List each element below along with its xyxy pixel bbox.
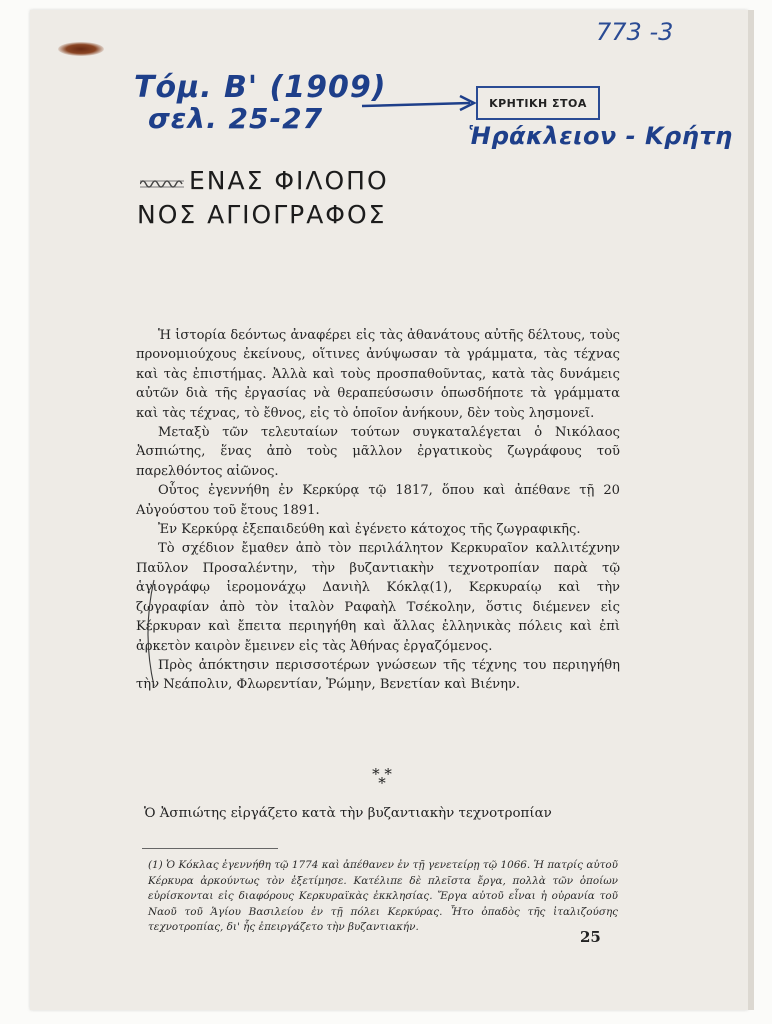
paragraph: Πρὸς ἀπόκτησιν περισσοτέρων γνώσεων τῆς τέχνης του περιηγήθη τὴν Νεάπολιν, Φλωρεντίαν, Ῥώμην, Βενετίαν καὶ Βιένην. bbox=[136, 657, 620, 693]
footnote-rule bbox=[142, 848, 278, 849]
section-asterism: * * * bbox=[372, 765, 392, 792]
title-line-2: ΝΟΣ ΑΓΙΟΓΡΑΦΟΣ bbox=[137, 200, 387, 229]
continuation-line: Ὁ Ἀσπιώτης εἰργάζετο κατὰ τὴν βυζαντιακὴν τεχνοτροπίαν bbox=[144, 806, 552, 821]
article-body bbox=[136, 326, 620, 695]
stamp-label: ΚΡΗΤΙΚΗ ΣΤΟΑ bbox=[489, 96, 587, 110]
paragraph: Τὸ σχέδιον ἔμαθεν ἀπὸ τὸν περιλάλητον Κερκυραῖον καλλιτέχνην Παῦλον Προσαλέντην, τὴν βυζαντιακὴν τεχνοτροπίαν παρὰ τῷ ἁγιογράφῳ ἱερομονάχῳ Δανιὴλ Κόκλᾳ(1), Κερκυραίῳ καὶ τὴν ζωγραφίαν ἀπὸ τὸν ἰταλὸν Ραφαὴλ Τσέκολην, ὅστις διέμενεν εἰς Κέρκυραν καὶ ἔπειτα περιηγήθη καὶ ἄλλας ἑλληνικὰς πόλεις καὶ ἐπὶ ἀρκετὸν καιρὸν ἔμεινεν εἰς τὰς Ἀθήνας ἐργαζόμενος. bbox=[136, 541, 620, 654]
title-ornament-icon bbox=[140, 178, 184, 190]
article-title bbox=[137, 164, 389, 232]
handwritten-volume: Τόμ. Β' (1909) bbox=[134, 70, 387, 105]
paragraph: Ἡ ἱστορία δεόντως ἀναφέρει εἰς τὰς ἀθανάτους αὐτῆς δέλτους, τοὺς προνομιούχους ἐκείνους, οἵτινες ἀνύψωσαν τὰ γράμματα, τὰς τέχνας καὶ τὰς ἐπιστήμας. Ἀλλὰ καὶ τοὺς προσπαθοῦντας, κατὰ τὰς δυνάμεις αὐτῶν διὰ τῆς ἐργασίας νὰ θεραπεύσωσιν ὁπωσδήποτε τὰ γράμματα καὶ τὰς τέχνας, τὸ ἔθνος, εἰς τὸ ὁποῖον ἀνήκουν, δὲν τοὺς λησμονεῖ. bbox=[136, 328, 620, 421]
footnote: (1) Ὁ Κόκλας ἐγεννήθη τῷ 1774 καὶ ἀπέθανεν ἐν τῇ γενετείρῃ τῷ 1066. Ἡ πατρίς αὐτοῦ Κέρκυρα ἀρκούντως τὸν ἐξετίμησε. Κατέλιπε δὲ πλεῖστα ἔργα, πολλὰ τῶν ὁποίων εὑρίσκονται εἰς διαφόρους Κερκυραϊκὰς ἐκκλησίας. Ἔργα αὐτοῦ εἶναι ἡ οὐρανία τοῦ Ναοῦ τοῦ Ἁγίου Βασιλείου ἐν τῇ πόλει Κερκύρας. Ἦτο ὀπαδὸς τῆς ἰταλιζούσης τεχνοτροπίας, δι' ἧς ἐπειργάζετο τὴν βυζαντιακήν. bbox=[148, 859, 618, 933]
stamp-box bbox=[476, 86, 600, 120]
page-number: 25 bbox=[580, 928, 601, 946]
paragraph: Μεταξὺ τῶν τελευταίων τούτων συγκαταλέγεται ὁ Νικόλαος Ἀσπιώτης, ἕνας ἀπὸ τοὺς μᾶλλον ἐργατικοὺς ζωγράφους τοῦ παρελθόντος αἰῶνος. bbox=[136, 425, 620, 479]
handwritten-reference-number: 773 -3 bbox=[596, 18, 674, 46]
rust-stain bbox=[58, 42, 104, 56]
handwritten-arrow-icon bbox=[360, 90, 480, 120]
paragraph: Οὗτος ἐγεννήθη ἐν Κερκύρᾳ τῷ 1817, ὅπου καὶ ἀπέθανε τῇ 20 Αὐγούστου τοῦ ἔτους 1891. bbox=[136, 483, 620, 518]
handwritten-pages: σελ. 25-27 bbox=[148, 102, 324, 135]
paragraph: Ἐν Κερκύρᾳ ἐξεπαιδεύθη καὶ ἐγένετο κάτοχος τῆς ζωγραφικῆς. bbox=[158, 522, 581, 538]
handwritten-place: Ἡράκλειον - Κρήτη bbox=[468, 122, 733, 150]
title-line-1: ΕΝΑΣ ΦΙΛΟΠΟ bbox=[189, 166, 389, 195]
pen-margin-mark bbox=[140, 578, 160, 688]
